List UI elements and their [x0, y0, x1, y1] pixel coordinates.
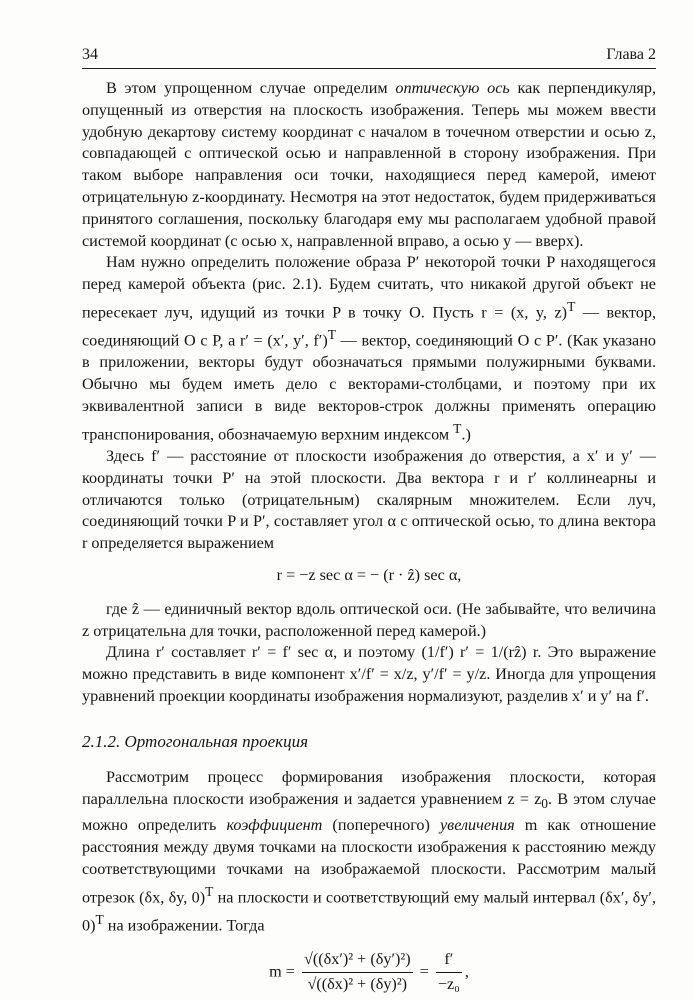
text-run: Рассмотрим процесс формирования изображения плоскости, которая параллельна плоскости изображения и задается уравнением z = z [82, 768, 656, 809]
transpose-superscript: T [453, 420, 462, 436]
text-run: .) [461, 425, 471, 444]
page-body [82, 78, 656, 996]
fraction-distance-ratio [302, 949, 413, 996]
inline-formula-r: r = (x, y, z) [481, 303, 568, 322]
fraction-denominator: −z₀ [437, 974, 460, 993]
term-optical-axis: оптическую ось [395, 79, 510, 97]
paragraph-optical-axis [82, 78, 656, 252]
fraction-focal-ratio [436, 949, 462, 996]
paragraph-length-r-prime: Длина r′ составляет r′ = f′ sec α, и поэтому (1/f′) r′ = 1/(rẑ) r. Это выражение можно представить в виде компонент x′/f′ = x/z, y′/f′ = y/z. Иногда для упрощения уравнений проекции координаты изображения нормализуют, разделив x′ и y′ на f′. [82, 643, 656, 705]
transpose-superscript: T [567, 298, 576, 314]
subscript-zero: 0 [541, 796, 549, 812]
fraction-denominator: √((δx)² + (δy)²) [307, 974, 408, 993]
text-run: на изображении. Тогда [103, 916, 265, 935]
section-heading: 2.1.2. Ортогональная проекция [82, 731, 309, 751]
paragraph-unit-vector: где ẑ — единичный вектор вдоль оптической оси. (Не забывайте, что величина z отрицательна для точки, расположенной перед камерой.) [82, 599, 656, 640]
text-run: на плоскости и соответствующий ему малый интервал [213, 888, 600, 907]
equation-comma: , [464, 962, 469, 981]
chapter-title: Глава 2 [606, 46, 656, 63]
term-coefficient: коэффициент [226, 816, 323, 835]
equation-magnification [82, 949, 656, 996]
transpose-superscript: T [205, 883, 214, 899]
equation-lhs: m = [269, 962, 295, 981]
text-run: m как отношение расстояния между двумя точками на плоскости изображения к расстоянию между соответствующими точками на изображаемой плоскости. Рассмотрим малый отрезок [82, 816, 656, 907]
text-run: (поперечного) [322, 816, 440, 835]
paragraph-orthographic [82, 767, 656, 937]
transpose-superscript: T [327, 327, 336, 343]
text-run: — вектор, соединяющий O с P, а [82, 303, 657, 350]
paragraph-image-position [82, 252, 656, 446]
inline-formula-segment: (δx, δy, 0) [139, 888, 206, 907]
header-rule [82, 68, 656, 69]
equals-sign: = [419, 962, 429, 981]
transpose-superscript: T [95, 911, 104, 927]
inline-formula-image-segment: (δx′, δy′, 0) [82, 888, 656, 935]
fraction-numerator: f′ [436, 949, 462, 973]
text-run: — вектор, соединяющий O с P′. (Как указано в приложении, векторы будут обозначаться прямыми полужирными буквами. Обычно мы будем иметь дело с векторами-столбцами, и поэтому при их эквивалентной записи в виде векторов-строк должны применять операцию транспонирования, обозначаемую верхним индексом [82, 331, 656, 444]
paragraph-collinear-vectors: Здесь f′ — расстояние от плоскости изображения до отверстия, а x′ и y′ — координаты точки P′ на этой плоскости. Два вектора r и r′ коллинеарны и отличаются только (отрицательным) скалярным множителем. Если луч, соединяющий точки P и P′, составляет угол α с оптической осью, то длина вектора r определяется выражением [82, 446, 656, 553]
text-run: . В этом случае можно определить [82, 790, 656, 835]
inline-formula-r-prime: r′ = (x′, y′, f′) [239, 331, 328, 350]
text-run: Нам нужно определить положение образа P′ некоторой точки P находящегося перед камерой объекта (рис. 2.1). Будем считать, что никакой другой объект не пересекает луч, идущий из точки P в точку O. Пусть [82, 253, 656, 322]
page-number: 34 [82, 46, 98, 63]
term-magnification: увеличения [439, 816, 515, 835]
text-run: как перпендикуляр, опущенный из отверстия на плоскость изображения. Теперь мы можем ввести удобную декартову систему координат с началом в точечном отверстии и осью z, совпадающей с оптической осью и направленной в сторону изображения. При таком выборе направления оси точки, находящиеся перед камерой, имеют отрицательную z-координату. Несмотря на этот недостаток, будем придерживаться принятого соглашения, поскольку благодаря ему мы располагаем удобной правой системой координат (с осью x, направленной вправо, а осью y — вверх). [82, 79, 656, 250]
equation-vector-length: r = −z sec α = − (r · ẑ) sec α, [276, 565, 462, 584]
text-run: В этом упрощенном случае определим [106, 79, 396, 97]
fraction-numerator: √((δx′)² + (δy′)²) [302, 949, 413, 973]
